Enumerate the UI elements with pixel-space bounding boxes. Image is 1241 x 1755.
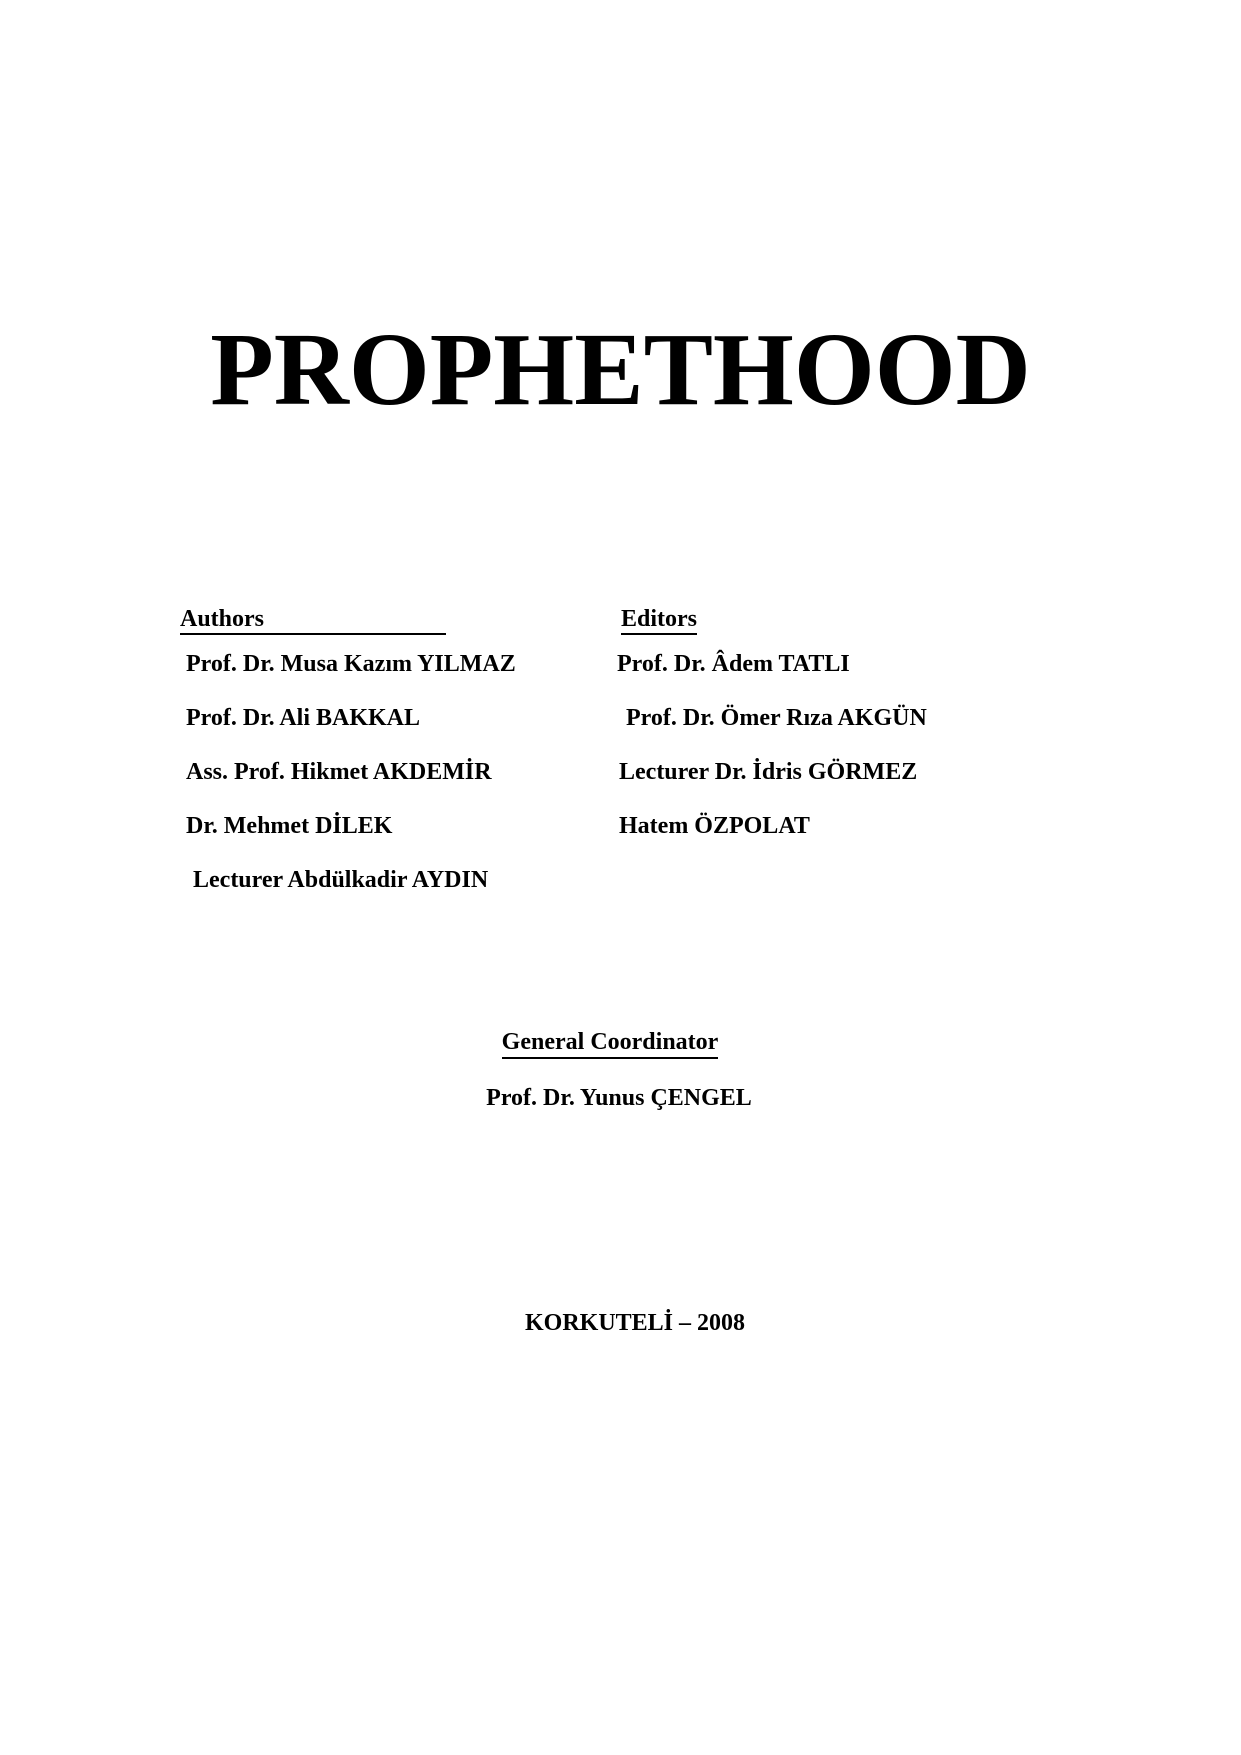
editor-name: Hatem ÖZPOLAT (619, 813, 810, 839)
author-name: Prof. Dr. Ali BAKKAL (186, 705, 421, 731)
editor-name: Prof. Dr. Âdem TATLI (617, 651, 850, 677)
editors-heading: Editors (621, 607, 697, 635)
author-name: Ass. Prof. Hikmet AKDEMİR (186, 759, 492, 785)
editor-name: Prof. Dr. Ömer Rıza AKGÜN (626, 705, 927, 731)
author-name: Dr. Mehmet DİLEK (186, 813, 393, 839)
author-name: Prof. Dr. Musa Kazım YILMAZ (186, 651, 516, 677)
coordinator-name: Prof. Dr. Yunus ÇENGEL (486, 1085, 752, 1111)
coordinator-heading (0, 1030, 1220, 1054)
authors-heading: Authors (180, 607, 446, 635)
coordinator-heading-text: General Coordinator (502, 1029, 719, 1059)
author-name: Lecturer Abdülkadir AYDIN (193, 867, 489, 893)
editor-name: Lecturer Dr. İdris GÖRMEZ (619, 759, 918, 785)
place-year: KORKUTELİ – 2008 (524, 1310, 746, 1336)
book-title: PROPHETHOOD (210, 312, 1031, 427)
